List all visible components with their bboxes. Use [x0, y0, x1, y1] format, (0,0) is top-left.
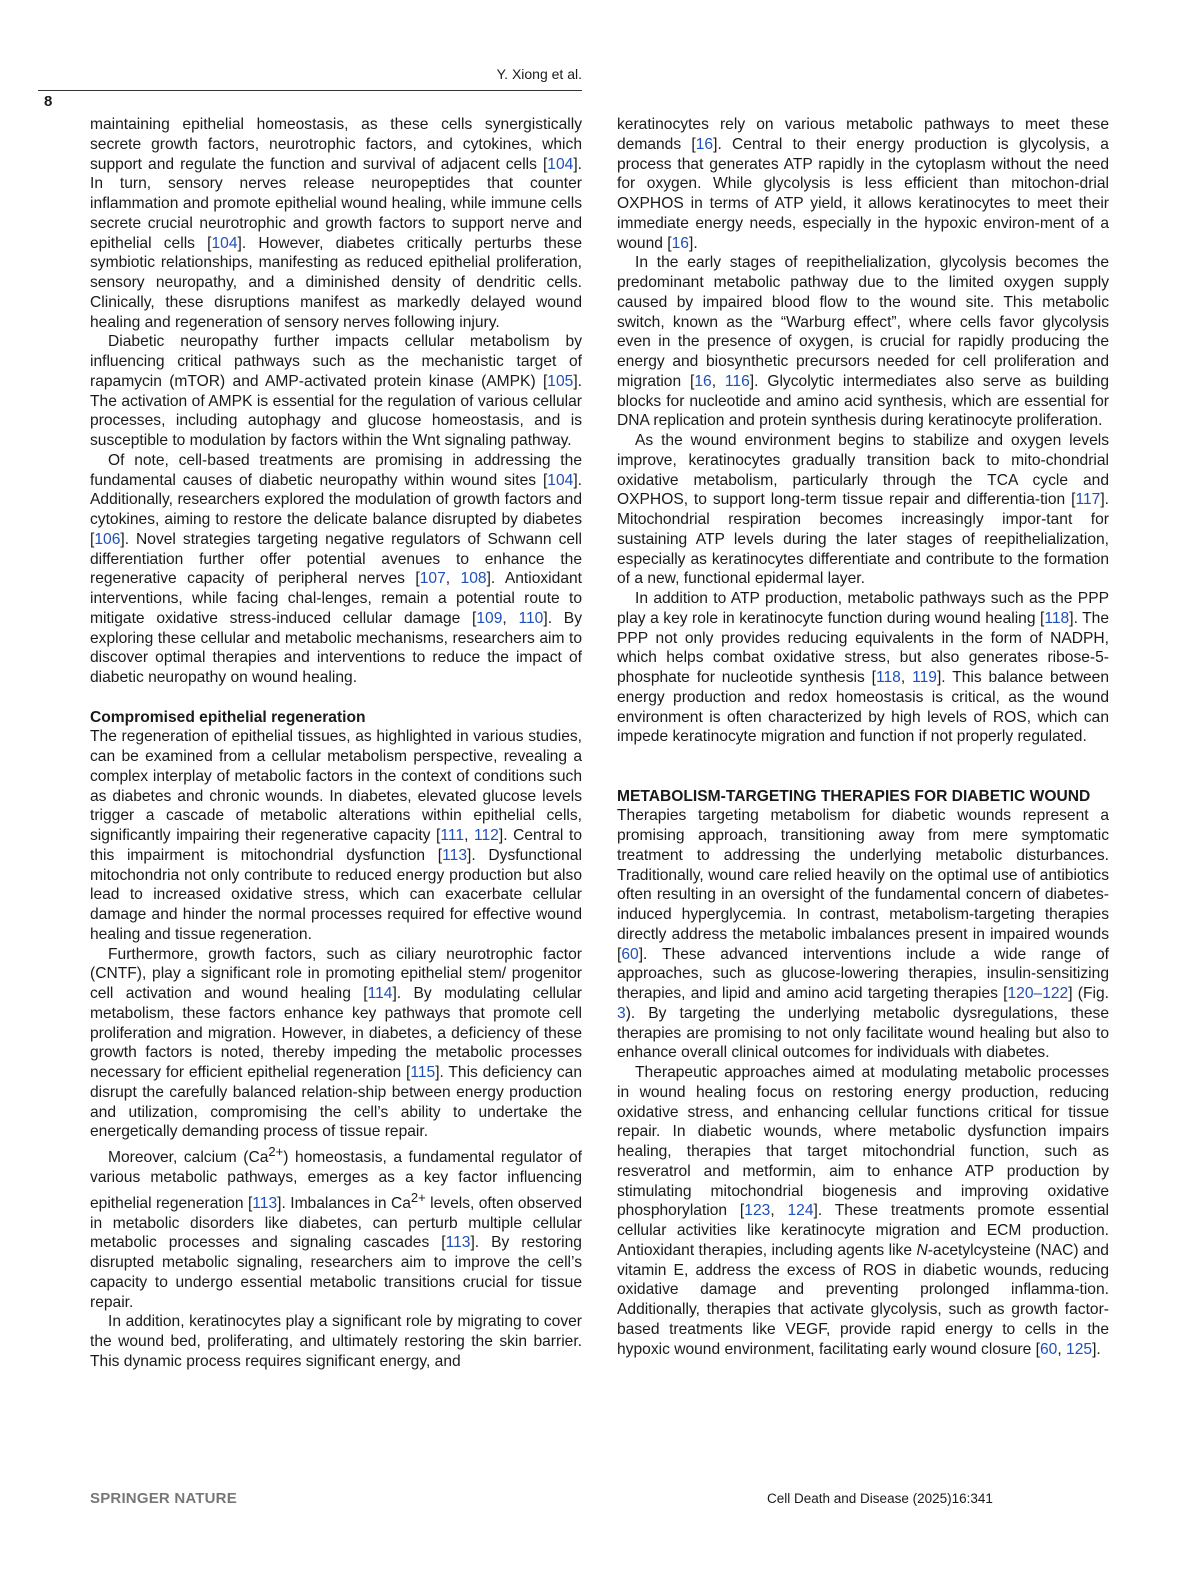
- journal-citation: Cell Death and Disease (2025)16:341: [767, 1491, 993, 1506]
- citation-link[interactable]: 109: [476, 609, 503, 627]
- paragraph: Diabetic neuropathy further impacts cellular metabolism by influencing critical pathways such as the mechanistic target of rapamycin (mTOR) and AMP-activated protein kinase (AMPK) [105]. The activation of AMPK is essential for the regulation of various cellular processes, including autophagy and glucose homeostasis, and is susceptible to modulation by factors within the Wnt signaling pathway.: [90, 333, 582, 449]
- citation-link[interactable]: 123: [744, 1202, 771, 1220]
- citation-link[interactable]: 115: [410, 1064, 436, 1081]
- publisher-logo: SPRINGER NATURE: [90, 1490, 237, 1507]
- right-column: [617, 115, 1109, 1359]
- paragraph: The regeneration of epithelial tissues, as highlighted in various studies, can be examined from a cellular metabolism perspective, revealing a complex interplay of metabolic factors in the context of conditions such as diabetes and chronic wounds. In diabetes, elevated glucose levels trigger a cascade of metabolic alterations within epithelial cells, significantly impairing their regenerative capacity [111, 112]. Central to this impairment is mitochondrial dysfunction [113]. Dysfunctional mitochondria not only contribute to reduced energy production but also lead to increased oxidative stress, which can exacerbate cellular damage and hinder the normal processes required for effective wound healing and tissue regeneration.: [90, 728, 582, 943]
- citation-link[interactable]: 111: [440, 827, 465, 844]
- paragraph: As the wound environment begins to stabilize and oxygen levels improve, keratinocytes gradually transition back to mito-chondrial oxidative metabolism, particularly through the TCA cycle and OXPHOS, to support long-term tissue repair and differentia-tion [117]. Mitochondrial respiration becomes increasingly impor-tant for sustaining ATP levels during the later stages of reepithelialization, especially as keratinocytes differentiate and contribute to the formation of a new, functional epidermal layer.: [617, 432, 1109, 588]
- citation-link[interactable]: 124: [787, 1202, 814, 1220]
- header-rule: [38, 90, 582, 91]
- citation-link[interactable]: 113: [445, 1234, 471, 1252]
- citation-link[interactable]: 113: [252, 1194, 278, 1212]
- citation-link[interactable]: 118: [1044, 609, 1070, 627]
- citation-link[interactable]: 105: [547, 372, 574, 390]
- paragraph: Furthermore, growth factors, such as ciliary neurotrophic factor (CNTF), play a significant role in promoting epithelial stem/ progenitor cell activation and wound healing [114]. By modulating cellular metabolism, these factors enhance key pathways that promote cell proliferation and migration. However, in diabetes, a deficiency of these growth factors is noted, thereby impeding the metabolic processes necessary for efficient epithelial regeneration [115]. This deficiency can disrupt the carefully balanced relation-ship between energy production and utilization, compromising the cell’s ability to undertake the energetically demanding process of tissue repair.: [90, 945, 583, 1141]
- citation-link[interactable]: 106: [94, 530, 121, 548]
- section-heading: METABOLISM-TARGETING THERAPIES FOR DIABETIC WOUND: [617, 787, 1091, 805]
- citation-link[interactable]: 16: [671, 234, 689, 252]
- paragraph: Of note, cell-based treatments are promising in addressing the fundamental causes of diabetic neuropathy within wound sites [104]. Additionally, researchers explored the modulation of growth factors and cytokines, aiming to restore the delicate balance disrupted by diabetes [106]. Novel strategies targeting negative regulators of Schwann cell differentiation further offer potential avenues to enhance the regenerative capacity of peripheral nerves [107, 108]. Antioxidant interventions, while facing chal-lenges, remain a potential route to mitigate oxidative stress-induced cellular damage [109, 110]. By exploring these cellular and metabolic mechanisms, researchers aim to discover optimal therapies and interventions to reduce the impact of diabetic neuropathy on wound healing.: [90, 451, 583, 686]
- paragraph: keratinocytes rely on various metabolic pathways to meet these demands [16]. Central to their energy production is glycolysis, a process that generates ATP rapidly in the cytoplasm without the need for oxygen. While glycolysis is less efficient than mitochon-drial OXPHOS in terms of ATP yield, it allows keratinocytes to meet their immediate energy needs, especially in the hypoxic environ-ment of a wound [16].: [617, 116, 1109, 252]
- citation-link[interactable]: 119: [912, 669, 937, 686]
- citation-link[interactable]: 104: [547, 155, 574, 173]
- figure-link[interactable]: 3: [617, 1004, 626, 1022]
- citation-link[interactable]: 112: [474, 827, 499, 844]
- paragraph: In the early stages of reepithelialization, glycolysis becomes the predominant metabolic pathway due to the limited oxygen supply caused by impaired blood flow to the wound site. This metabolic switch, known as the “Warburg effect”, where cells favor glycolysis even in the presence of oxygen, is crucial for rapidly producing the energy and biosynthetic precursors needed for cell proliferation and migration [16, 116]. Glycolytic intermediates also serve as building blocks for nucleotide and amino acid synthesis, which are essential for DNA replication and protein synthesis during keratinocyte proliferation.: [617, 254, 1109, 430]
- citation-link[interactable]: 110: [518, 609, 544, 627]
- paragraph: In addition to ATP production, metabolic pathways such as the PPP play a key role in keratinocyte function during wound healing [118]. The PPP not only provides reducing equivalents in the form of NADPH, which helps combat oxidative stress, but also generates ribose-5-phosphate for nucleotide synthesis [118, 119]. This balance between energy production and redox homeostasis is critical, as the wound environment is often characterized by high levels of ROS, which can impede keratinocyte migration and function if not properly regulated.: [617, 590, 1110, 746]
- citation-link[interactable]: 16: [695, 135, 714, 153]
- page-number: 8: [44, 93, 53, 110]
- paragraph: In addition, keratinocytes play a significant role by migrating to cover the wound bed, proliferating, and ultimately restoring the skin barrier. This dynamic process requires significant energy, and: [90, 1313, 582, 1370]
- citation-link[interactable]: 60: [1040, 1340, 1058, 1358]
- paragraph: Therapeutic approaches aimed at modulating metabolic processes in wound healing focus on restoring energy production, reducing oxidative stress, and enhancing cellular functions critical for tissue repair. In diabetic wounds, where metabolic dysfunction impairs healing, therapies that target mitochondrial function, such as resveratrol and metformin, aim to enhance ATP production by stimulating mitochondrial biogenesis and improving oxidative phosphorylation [123, 124]. These treatments promote essential cellular activities like keratinocyte migration and ECM production. Antioxidant therapies, including agents like N-acetylcysteine (NAC) and vitamin E, address the excess of ROS in diabetic wounds, reducing oxidative damage and preventing prolonged inflamma-tion. Additionally, therapies that activate glycolysis, such as growth factor-based treatments like VEGF, provide rapid energy to cells in the hypoxic wound environment, facilitating early wound closure [60, 125].: [617, 1064, 1109, 1358]
- citation-link[interactable]: 104: [547, 471, 574, 489]
- citation-link[interactable]: 60: [621, 945, 639, 963]
- running-head: Y. Xiong et al.: [496, 66, 582, 82]
- section-heading: Compromised epithelial regeneration: [90, 708, 366, 726]
- paragraph: maintaining epithelial homeostasis, as these cells synergistically secrete growth factors, neurotrophic factors, and cytokines, which support and regulate the function and survival of adjacent cells [104]. In turn, sensory nerves release neuropeptides that counter inflammation and promote epithelial wound healing, while immune cells secrete crucial neurotrophic and growth factors to support nerve and epithelial cells [104]. However, diabetes critically perturbs these symbiotic relationships, manifesting as reduced epithelial proliferation, sensory neuropathy, and a diminished density of dendritic cells. Clinically, these disruptions manifest as markedly delayed wound healing and regeneration of sensory nerves following injury.: [90, 116, 582, 331]
- citation-link[interactable]: 118: [875, 669, 901, 686]
- citation-link[interactable]: 108: [460, 570, 487, 588]
- citation-link[interactable]: 114: [367, 985, 393, 1002]
- left-column: [90, 115, 582, 1372]
- citation-link[interactable]: 120–122: [1007, 985, 1069, 1002]
- citation-link[interactable]: 107: [419, 570, 446, 588]
- citation-link[interactable]: 117: [1075, 491, 1101, 509]
- citation-link[interactable]: 113: [442, 846, 468, 864]
- citation-link[interactable]: 116: [724, 372, 750, 390]
- paragraph: Moreover, calcium $(Ca^{2+})$ homeostasis, a fundamental regulator of various metabolic pathways, emerges as a key factor influencing epithelial regeneration [113]. Imbalances in $Ca^{2+}$ levels, often observed in metabolic disorders like diabetes, can perturb multiple cellular metabolic processes and signaling cascades [113]. By restoring disrupted metabolic signaling, researchers aim to improve the cell’s capacity to undergo essential metabolic transitions crucial for tissue repair.: [90, 1144, 582, 1311]
- citation-link[interactable]: 16: [694, 372, 712, 390]
- citation-link[interactable]: 104: [211, 234, 238, 252]
- paragraph: Therapies targeting metabolism for diabetic wounds represent a promising approach, transitioning away from mere symptomatic treatment to addressing the underlying metabolic disturbances. Traditionally, wound care relied heavily on the optimal use of antibiotics often resulting in an oversight of the fundamental concern of diabetes-induced hyperglycemia. In contrast, metabolism-targeting therapies directly address the metabolic imbalances present in impaired wounds [60]. These advanced interventions include a wide range of approaches, such as glucose-lowering therapies, insulin-sensitizing therapies, and lipid and amino acid targeting therapies [120–122] (Fig. 3). By targeting the underlying metabolic dysregulations, these therapies are promising to not only facilitate wound healing but also to enhance overall clinical outcomes for individuals with diabetes.: [617, 807, 1109, 1062]
- citation-link[interactable]: 125: [1066, 1340, 1093, 1358]
